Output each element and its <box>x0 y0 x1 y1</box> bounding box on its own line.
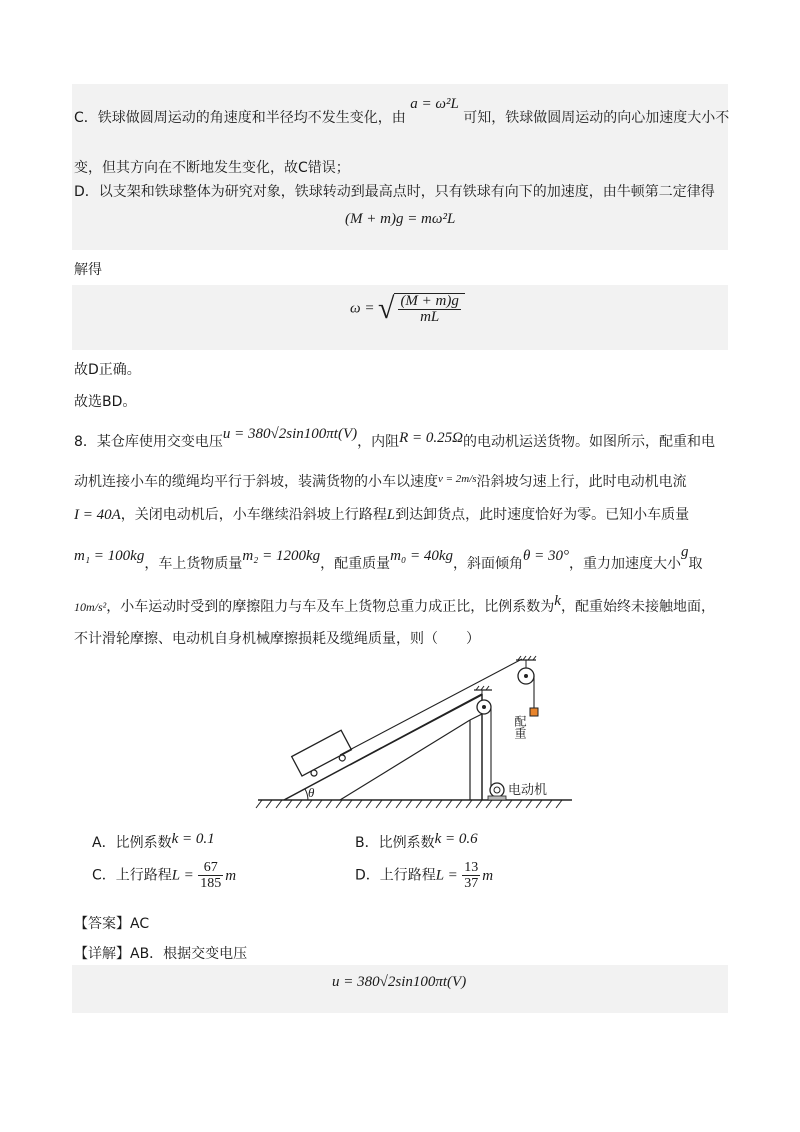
cart <box>292 730 355 781</box>
newton-equation: (M + m)g = mω²L <box>345 211 456 227</box>
counterweight <box>530 708 538 716</box>
choice-c-unit: m <box>225 867 237 884</box>
q8-text-4c: ，斜面倾角 <box>452 556 523 572</box>
distance-symbol: L <box>386 507 396 523</box>
choice-c-denominator: 185 <box>200 876 222 891</box>
angle-formula: θ = 30° <box>522 548 569 564</box>
gravity-value: 10m/s² <box>74 600 107 614</box>
centripetal-formula: a = ω²L <box>410 96 459 112</box>
k-symbol: k <box>554 593 561 609</box>
q8-text-4a: ，车上货物质量 <box>144 556 243 572</box>
current-formula: I = 40A <box>74 507 121 523</box>
q8-text-4d: ，重力加速度大小 <box>568 556 681 572</box>
solve-label: 解得 <box>74 262 102 278</box>
counterweight-label: 配重 <box>513 715 527 739</box>
choice-d[interactable] <box>355 860 493 891</box>
d-correct: 故D正确。 <box>74 362 141 378</box>
choice-b-formula: k = 0.6 <box>434 831 478 847</box>
choice-c[interactable] <box>92 860 236 891</box>
c-option-text-2: 可知，铁球做圆周运动的向心加速度大小不 <box>463 110 730 126</box>
q8-text-1a: 8．某仓库使用交变电压 <box>74 434 223 450</box>
omega-lhs: ω = <box>350 300 375 317</box>
omega-denominator: mL <box>420 309 440 325</box>
choice-c-lhs: L = <box>171 867 194 884</box>
cargo-mass-formula: m₂ = 1200kg <box>242 548 321 564</box>
q8-line2 <box>74 472 687 493</box>
c-option-text: C．铁球做圆周运动的角速度和半径均不发生变化，由 <box>74 110 406 126</box>
choice-a-label: A．比例系数 <box>92 835 172 851</box>
c-option-line2: 变，但其方向在不断地发生变化，故C错误； <box>74 160 350 176</box>
ground-hatch <box>256 800 562 808</box>
choice-b-label: B．比例系数 <box>355 835 435 851</box>
q8-text-5: ，小车运动时受到的摩擦阻力与车及车上货物总重力成正比，比例系数为 <box>106 599 555 615</box>
detail-formula: u = 380√2sin100πt(V) <box>332 974 467 990</box>
choice-d-unit: m <box>482 867 494 884</box>
choice-b[interactable] <box>355 833 478 853</box>
d-option-line1: D．以支架和铁球整体为研究对象，铁球转动到最高点时，只有铁球有向下的加速度，由牛顿第二定律得 <box>74 184 715 200</box>
detail-line: 【详解】AB．根据交变电压 <box>74 946 248 962</box>
q8-text-5b: ，配重始终未接触地面， <box>560 599 715 615</box>
choice-d-numerator: 13 <box>464 860 479 875</box>
angle-label: θ <box>308 785 315 800</box>
velocity-formula: v = 2m/s <box>438 473 477 485</box>
choice-a-formula: k = 0.1 <box>171 831 215 847</box>
q8-text-3b: 到达卸货点，此时速度恰好为零。已知小车质量 <box>395 507 690 523</box>
cable-lower <box>350 695 482 765</box>
gravity-symbol: g <box>680 544 689 560</box>
omega-numerator: (M + m)g <box>400 293 459 309</box>
pulley-middle <box>474 686 492 714</box>
q8-line4 <box>74 544 703 574</box>
choice-c-numerator: 67 <box>198 860 223 876</box>
choice-d-lhs: L = <box>435 867 458 884</box>
c-option-line1 <box>74 96 730 128</box>
q8-text-2b: 沿斜坡匀速上行，此时电动机电流 <box>476 474 687 490</box>
voltage-formula: u = 380√2sin100πt(V) <box>222 426 358 442</box>
choice-d-denominator: 37 <box>464 876 479 891</box>
pulley-top <box>516 656 536 684</box>
sqrt-body <box>394 293 464 325</box>
q8-text-1b: ，内阻 <box>357 434 400 450</box>
counterweight-mass-formula: m₀ = 40kg <box>390 548 453 564</box>
q8-text-3a: ，关闭电动机后，小车继续沿斜坡上行路程 <box>120 507 387 523</box>
q8-text-4e: 取 <box>688 556 703 572</box>
cable-upper <box>340 659 522 755</box>
q8-text-4b: ，配重质量 <box>320 556 391 572</box>
resistance-formula: R = 0.25Ω <box>399 430 464 446</box>
cart-mass-formula: m₁ = 100kg <box>74 548 145 564</box>
q8-text-1c: 的电动机运送货物。如图所示，配重和电 <box>463 434 716 450</box>
choice-d-label: D．上行路程 <box>355 867 436 884</box>
sqrt-sign: √ <box>377 292 395 325</box>
omega-equation <box>350 292 465 326</box>
q8-line5 <box>74 593 715 617</box>
choice-a[interactable] <box>92 833 215 853</box>
answer-line: 【答案】AC <box>74 916 150 932</box>
q8-line1 <box>74 426 716 452</box>
q8-line6: 不计滑轮摩擦、电动机自身机械摩擦损耗及缆绳质量，则（ ） <box>74 631 480 647</box>
support-top <box>470 714 482 720</box>
motor-label: 电动机 <box>508 783 548 798</box>
choice-c-label: C．上行路程 <box>92 867 172 884</box>
incline-diagram <box>250 652 580 822</box>
choose-bd: 故选BD。 <box>74 394 137 410</box>
q8-line3 <box>74 505 689 525</box>
q8-text-2a: 动机连接小车的缆绳均平行于斜坡，装满货物的小车以速度 <box>74 474 438 490</box>
